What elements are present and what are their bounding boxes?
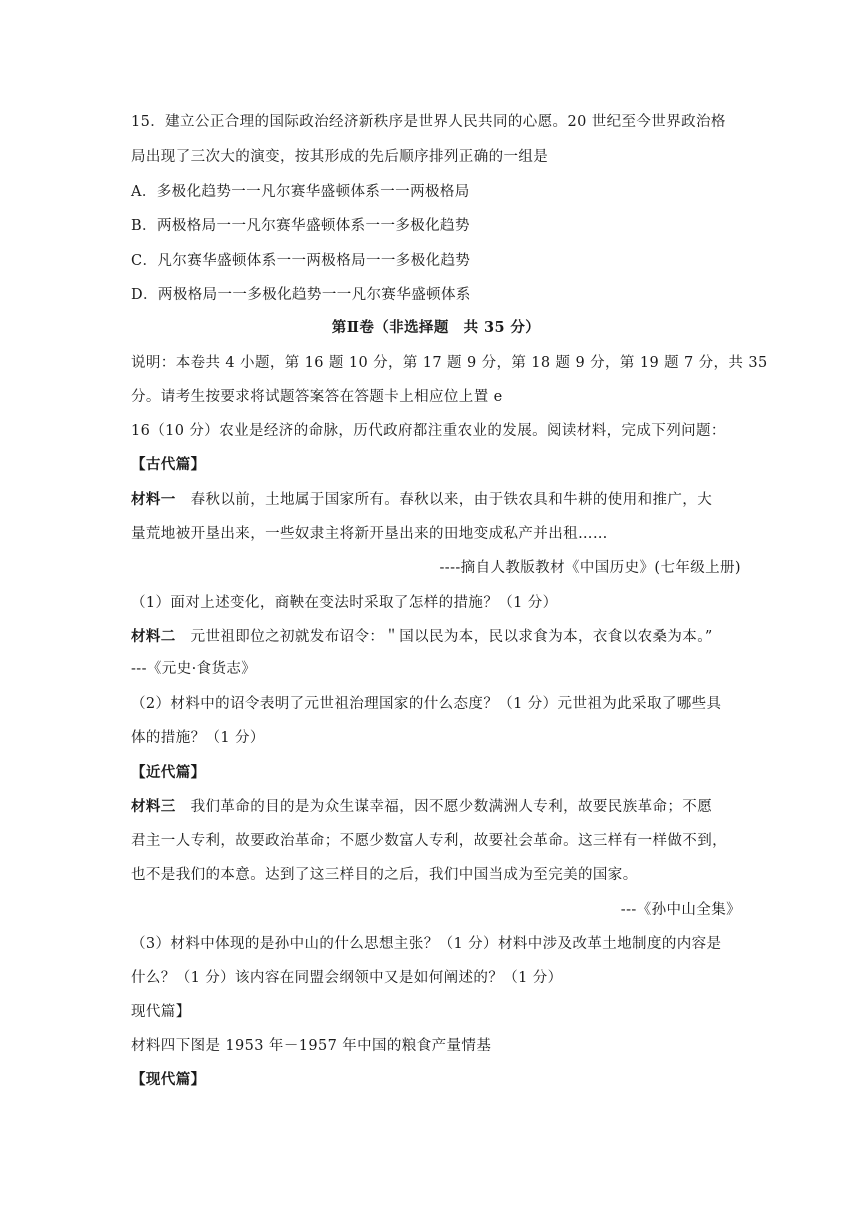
q15-option-d: D．两极格局一一多极化趋势一一凡尔赛华盛顿体系 [131, 287, 471, 303]
contemporary-heading-plain: 现代篇】 [131, 1004, 191, 1020]
q16-intro: 16（10 分）农业是经济的命脉，历代政府都注重农业的发展。阅读材料，完成下列问题： [131, 423, 726, 439]
material-1-line2: 量荒地被开垦出来，一些奴隶主将新开垦出来的田地变成私产并出租…… [131, 526, 608, 542]
material-2-line1 [131, 627, 741, 647]
q15-option-b: B．两极格局一一凡尔赛华盛顿体系一一多极化趋势 [131, 218, 470, 234]
question-2-line2: 体的措施？（1 分） [131, 730, 265, 746]
question-3-line2: 什么？（1 分）该内容在同盟会纲领中又是如何阐述的？（1 分） [131, 970, 563, 986]
material-3-text: 我们革命的目的是为众生谋幸福，因不愿少数满洲人专利，故要民族革命；不愿 [175, 799, 713, 815]
q15-stem-line1: 15．建立公正合理的国际政治经济新秩序是世界人民共同的心愿。20 世纪至今世界政治格 [131, 114, 726, 130]
ancient-heading: 【古代篇】 [131, 456, 206, 473]
material-3-line3: 也不是我们的本意。达到了这三样目的之后，我们中国当成为至完美的国家。 [131, 867, 638, 883]
question-3-line1: （3）材料中体现的是孙中山的什么思想主张？（1 分）材料中涉及改革土地制度的内容是 [131, 936, 722, 952]
q15-option-a: A．多极化趋势一一凡尔赛华盛顿体系一一两极格局 [131, 184, 470, 200]
material-1-label: 材料一 [131, 491, 176, 508]
material-2-text: 元世祖即位之初就发布诏令：＂国以民为本，民以求食为本，衣食以农桑为本。” [175, 629, 713, 645]
material-1-source: ----摘自人教版教材《中国历史》(七年级上册) [439, 560, 741, 576]
material-2-source: ---《元史·食货志》 [131, 661, 257, 677]
material-2-label: 材料二 [131, 628, 176, 645]
modern-heading: 【近代篇】 [131, 764, 206, 781]
q15-stem-line2: 局出现了三次大的演变，按其形成的先后顺序排列正确的一组是 [131, 149, 549, 165]
question-2-line1: （2）材料中的诏令表明了元世祖治理国家的什么态度？（1 分）元世祖为此采取了哪些具 [131, 696, 722, 712]
material-3-source: ---《孙中山全集》 [620, 902, 741, 918]
material-4-line: 材料四下图是 1953 年－1957 年中国的粮食产量情基 [131, 1038, 492, 1054]
contemporary-heading: 【现代篇】 [131, 1071, 206, 1088]
part2-note-line2: 分。请考生按要求将试题答案答在答题卡上相应位上置 e [131, 389, 503, 405]
material-3-line2: 君主一人专利，故要政治革命；不愿少数富人专利，故要社会革命。这三样有一样做不到， [131, 833, 727, 849]
material-1-line1 [131, 490, 741, 510]
question-1: （1）面对上述变化，商鞅在变法时采取了怎样的措施？（1 分） [131, 595, 558, 611]
material-3-line1 [131, 797, 741, 817]
material-3-label: 材料三 [131, 798, 176, 815]
part2-note-line1: 说明：本卷共 4 小题，第 16 题 10 分，第 17 题 9 分，第 18 题 9 分，第 19 题 7 分，共 35 [131, 355, 768, 371]
q15-option-c: C．凡尔赛华盛顿体系一一两极格局一一多极化趋势 [131, 253, 471, 269]
material-1-text: 春秋以前，土地属于国家所有。春秋以来，由于铁农具和牛耕的使用和推广，大 [175, 492, 713, 508]
part2-title: 第Ⅱ卷（非选择题 共 35 分） [331, 319, 541, 336]
